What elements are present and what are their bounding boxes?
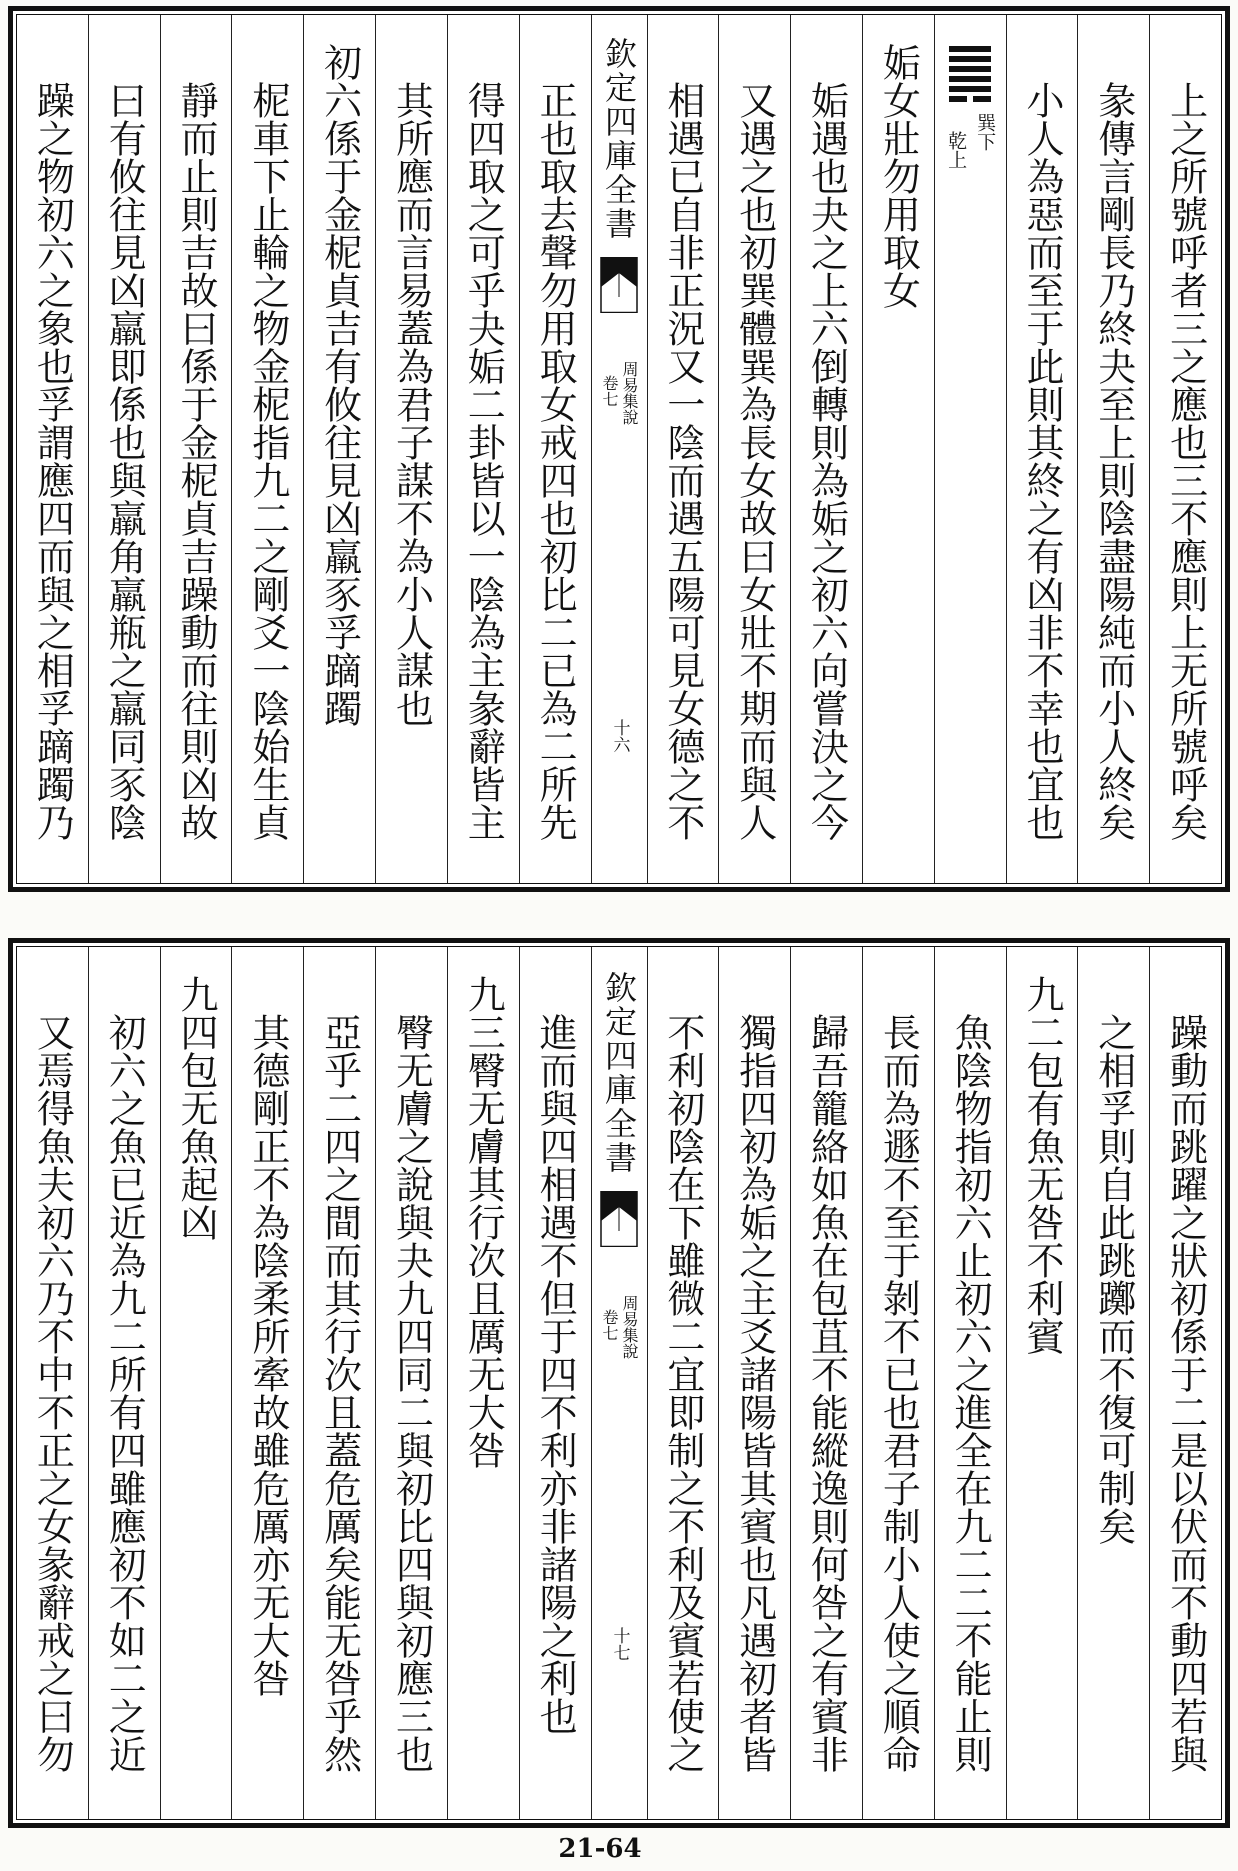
commentary-column — [88, 15, 160, 883]
column-text: 姤遇也夬之上六倒轉則為姤之初六向嘗決之今 — [804, 81, 849, 841]
classic-text-column — [447, 947, 519, 1819]
column-text: 進而與四相遇不但于四不利亦非諸陽之利也 — [533, 1013, 578, 1735]
column-text: 上之所號呼者三之應也三不應則上无所號呼矣 — [1163, 81, 1208, 841]
commentary-column — [160, 15, 232, 883]
top-panel-columns — [16, 14, 1222, 884]
column-text: 靜而止則吉故曰係于金柅貞吉躁動而往則凶故 — [174, 81, 219, 841]
classic-text-column — [862, 15, 934, 883]
column-text: 其所應而言易蓋為君子謀不為小人謀也 — [389, 81, 434, 727]
column-text: 九三臀无膚其行次且厲无大咎 — [461, 975, 506, 1469]
bottom-panel-columns — [16, 946, 1222, 1820]
commentary-column — [1077, 947, 1149, 1819]
banxin-leaf-number: 十七 — [609, 1627, 630, 1661]
column-text: 長而為遯不至于剝不已也君子制小人使之順命 — [876, 1013, 921, 1773]
lower-trigram-label: 巽下 — [974, 113, 997, 151]
column-text: 初六係于金柅貞吉有攸往見凶羸豕孚蹢躅 — [317, 43, 362, 727]
column-text: 躁動而跳躍之狀初係于二是以伏而不動四若與 — [1163, 1013, 1208, 1773]
column-text: 臀无膚之說與夬九四同二與初比四與初應三也 — [389, 1013, 434, 1773]
upper-trigram-label: 乾上 — [945, 131, 968, 169]
banxin-center-column — [591, 947, 647, 1819]
commentary-column — [1149, 15, 1221, 883]
banxin-center-column — [591, 15, 647, 883]
gou-hexagram-icon — [947, 45, 993, 107]
column-text: 彖傳言剛長乃終夬至上則陰盡陽純而小人終矣 — [1091, 81, 1136, 841]
column-text: 魚陰物指初六止初六之進全在九二二不能止則 — [948, 1013, 993, 1773]
commentary-column — [17, 15, 88, 883]
banxin-title: 欽定四庫全書 — [600, 37, 638, 241]
column-text: 其德剛正不為陰柔所牽故雖危厲亦无大咎 — [245, 1013, 290, 1697]
column-text: 九四包无魚起凶 — [174, 975, 219, 1241]
commentary-column — [647, 15, 719, 883]
commentary-column — [447, 15, 519, 883]
commentary-column — [790, 947, 862, 1819]
commentary-column — [1077, 15, 1149, 883]
fish-tail-icon — [597, 257, 641, 313]
commentary-column — [1006, 15, 1078, 883]
fish-tail-icon — [597, 1191, 641, 1247]
classic-text-column — [1006, 947, 1078, 1819]
column-text: 九二包有魚无咎不利賓 — [1019, 975, 1064, 1355]
classic-text-column — [160, 947, 232, 1819]
banxin-volume: 卷七 — [600, 375, 619, 407]
page-number: 21-64 — [558, 1834, 642, 1864]
column-text: 相遇已自非正況又一陰而遇五陽可見女德之不 — [660, 81, 705, 841]
commentary-column — [375, 947, 447, 1819]
column-text: 姤女壯勿用取女 — [876, 43, 921, 309]
column-text: 之相孚則自此跳躑而不復可制矣 — [1091, 1013, 1136, 1545]
column-text: 曰有攸往見凶羸即係也與羸角羸瓶之羸同豕陰 — [102, 81, 147, 841]
column-text: 又焉得魚夫初六乃不中不正之女彖辭戒之曰勿 — [30, 1013, 75, 1773]
commentary-column — [519, 15, 591, 883]
commentary-column — [718, 947, 790, 1819]
banxin-book-title: 周易集說 — [620, 1295, 639, 1359]
commentary-column — [303, 947, 375, 1819]
top-page-panel — [8, 6, 1230, 892]
column-text: 歸吾籠絡如魚在包苴不能縱逸則何咎之有賓非 — [804, 1013, 849, 1773]
commentary-column — [718, 15, 790, 883]
banxin-title: 欽定四庫全書 — [600, 971, 638, 1175]
commentary-column — [934, 947, 1006, 1819]
column-text: 不利初陰在下雖微二宜即制之不利及賓若使之 — [660, 1013, 705, 1773]
column-text: 躁之物初六之象也孚謂應四而與之相孚蹢躅乃 — [30, 81, 75, 841]
column-text: 得四取之可乎夬姤二卦皆以一陰為主彖辭皆主 — [461, 81, 506, 841]
trigram-notes — [945, 113, 997, 169]
banxin-book-title: 周易集說 — [620, 361, 639, 425]
commentary-column — [17, 947, 88, 1819]
commentary-column — [231, 947, 303, 1819]
bottom-page-panel — [8, 938, 1230, 1828]
column-text: 小人為惡而至于此則其終之有凶非不幸也宜也 — [1019, 81, 1064, 841]
column-text: 亞乎二四之間而其行次且蓋危厲矣能无咎乎然 — [317, 1013, 362, 1773]
column-text: 正也取去聲勿用取女戒四也初比二已為二所先 — [533, 81, 578, 841]
commentary-column — [375, 15, 447, 883]
column-text: 柅車下止輪之物金柅指九二之剛爻一陰始生貞 — [245, 81, 290, 841]
column-text: 獨指四初為姤之主爻諸陽皆其賓也凡遇初者皆 — [732, 1013, 777, 1773]
banxin-leaf-number: 十六 — [609, 719, 630, 753]
banxin-book-info — [601, 361, 637, 425]
banxin-book-info — [601, 1295, 637, 1359]
commentary-column — [231, 15, 303, 883]
commentary-column — [790, 15, 862, 883]
column-text: 又遇之也初巽體巽為長女故曰女壯不期而與人 — [732, 81, 777, 841]
hexagram-block — [945, 45, 997, 169]
column-text: 初六之魚已近為九二所有四雖應初不如二之近 — [102, 1013, 147, 1773]
commentary-column — [647, 947, 719, 1819]
commentary-column — [862, 947, 934, 1819]
commentary-column — [1149, 947, 1221, 1819]
banxin-volume: 卷七 — [600, 1309, 619, 1341]
commentary-column — [519, 947, 591, 1819]
hexagram-column — [934, 15, 1006, 883]
classic-text-column — [303, 15, 375, 883]
commentary-column — [88, 947, 160, 1819]
